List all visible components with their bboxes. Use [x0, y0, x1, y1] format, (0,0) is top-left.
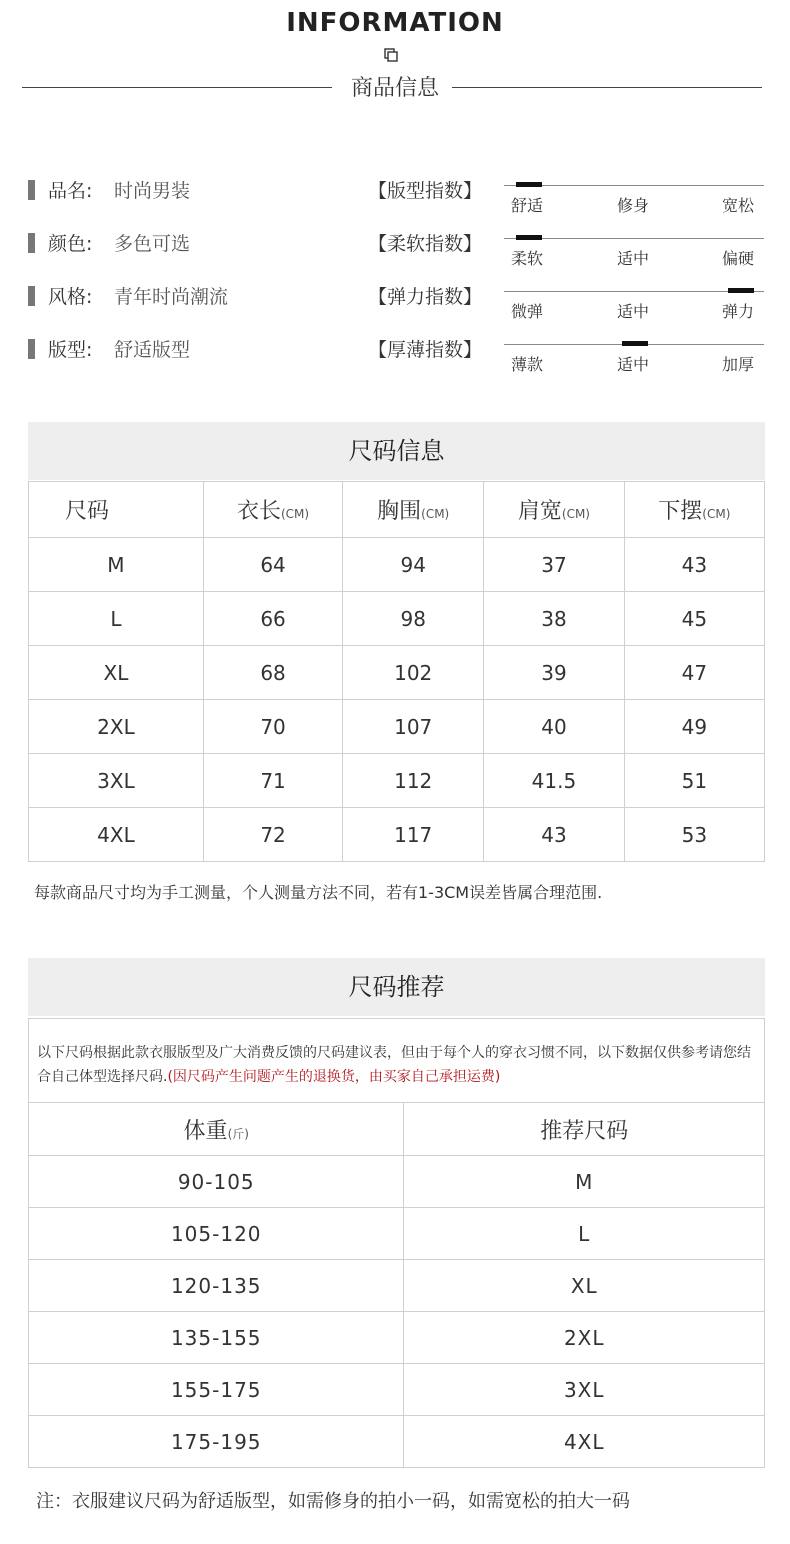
size-rec-table [28, 1102, 765, 1468]
size-rec-heading: 尺码推荐 [28, 958, 765, 1016]
index-name: 【弹力指数】 [368, 286, 483, 308]
table-cell: 38 [484, 592, 625, 646]
scale-label: 适中 [617, 249, 650, 268]
table-row [29, 592, 765, 646]
table-cell: 175-195 [29, 1416, 404, 1468]
header-unit: (CM) [702, 507, 731, 521]
table-cell: 90-105 [29, 1156, 404, 1208]
table-cell: 2XL [29, 700, 204, 754]
attribute-value: 青年时尚潮流 [114, 286, 229, 308]
scale-label: 薄款 [511, 355, 544, 374]
scale-label: 宽松 [722, 196, 755, 215]
header-label: 衣长 [236, 499, 281, 524]
table-cell: 120-135 [29, 1260, 404, 1312]
header-label: 尺码 [65, 499, 110, 524]
table-header-cell [404, 1103, 765, 1156]
attribute-value: 舒适版型 [114, 339, 191, 361]
scale-label: 舒适 [511, 196, 544, 215]
table-row [29, 646, 765, 700]
table-cell: M [29, 538, 204, 592]
header-label: 体重 [183, 1118, 228, 1144]
header-unit: (CM) [280, 507, 310, 521]
scale-label: 适中 [617, 355, 650, 374]
table-cell: 135-155 [29, 1312, 404, 1364]
table-row [29, 808, 765, 862]
table-cell: 72 [203, 808, 342, 862]
table-row [29, 1364, 765, 1416]
table-cell: XL [29, 646, 204, 700]
table-row [29, 1156, 765, 1208]
scale-line [504, 238, 764, 239]
scale-label: 微弹 [511, 302, 544, 321]
table-cell: 49 [624, 700, 764, 754]
table-cell: 105-120 [29, 1208, 404, 1260]
table-cell: L [29, 592, 204, 646]
table-header-cell [343, 482, 484, 538]
scale-label: 适中 [617, 302, 650, 321]
table-cell: 45 [624, 592, 764, 646]
attribute-key: 风格: [48, 286, 93, 308]
table-row [29, 1416, 765, 1468]
attribute-key: 品名: [48, 180, 93, 202]
table-cell: 102 [343, 646, 484, 700]
attribute-bullet [28, 233, 35, 253]
table-cell: 40 [484, 700, 625, 754]
table-row [29, 1208, 765, 1260]
page-title: INFORMATION [286, 8, 504, 38]
size-info-table [28, 481, 765, 862]
table-cell: 107 [343, 700, 484, 754]
table-header-row [29, 482, 765, 538]
table-header-cell [203, 482, 342, 538]
attribute-key: 颜色: [48, 233, 93, 255]
table-row [29, 1312, 765, 1364]
table-cell: 98 [343, 592, 484, 646]
attribute-value: 时尚男装 [114, 180, 191, 202]
index-name: 【柔软指数】 [368, 233, 483, 255]
table-cell: 41.5 [484, 754, 625, 808]
index-scale [504, 185, 764, 225]
header-label: 下摆 [658, 499, 703, 524]
table-row [29, 700, 765, 754]
header-label: 肩宽 [517, 499, 562, 524]
attribute-bullet [28, 339, 35, 359]
table-cell: 47 [624, 646, 764, 700]
scale-marker [516, 182, 542, 187]
table-header-cell [29, 482, 204, 538]
index-scale [504, 344, 764, 384]
scale-label: 偏硬 [722, 249, 755, 268]
table-cell: 4XL [29, 808, 204, 862]
attribute-bullet [28, 180, 35, 200]
scale-label: 修身 [617, 196, 650, 215]
table-cell: 39 [484, 646, 625, 700]
scale-marker [622, 341, 648, 346]
header-unit: (CM) [561, 507, 590, 521]
scale-marker [516, 235, 542, 240]
scale-line [504, 291, 764, 292]
table-cell: M [404, 1156, 765, 1208]
header-label: 胸围 [377, 499, 422, 524]
table-cell: 66 [203, 592, 342, 646]
index-scale [504, 291, 764, 331]
page-subtitle: 商品信息 [350, 76, 439, 101]
header-unit: (斤) [227, 1126, 249, 1141]
table-header-cell [29, 1103, 404, 1156]
size-rec-intro [28, 1018, 765, 1102]
header-label: 推荐尺码 [540, 1118, 629, 1144]
fit-note: 注：衣服建议尺码为舒适版型，如需修身的拍小一码，如需宽松的拍大一码 [36, 1491, 630, 1512]
scale-label: 柔软 [511, 249, 544, 268]
index-name: 【厚薄指数】 [368, 339, 483, 361]
scale-label: 加厚 [722, 355, 755, 374]
table-cell: 43 [624, 538, 764, 592]
table-cell: 2XL [404, 1312, 765, 1364]
table-cell: L [404, 1208, 765, 1260]
table-cell: 37 [484, 538, 625, 592]
header-unit: (CM) [421, 507, 450, 521]
attribute-bullet [28, 286, 35, 306]
attribute-value: 多色可选 [114, 233, 191, 255]
table-cell: 68 [203, 646, 342, 700]
index-name: 【版型指数】 [368, 180, 483, 202]
table-row [29, 754, 765, 808]
table-cell: 4XL [404, 1416, 765, 1468]
table-cell: 43 [484, 808, 625, 862]
table-cell: 53 [624, 808, 764, 862]
table-cell: 94 [343, 538, 484, 592]
table-cell: 64 [203, 538, 342, 592]
table-cell: 112 [343, 754, 484, 808]
table-cell: 71 [203, 754, 342, 808]
scale-label: 弹力 [722, 302, 755, 321]
table-row [29, 1260, 765, 1312]
index-scale [504, 238, 764, 278]
intro-text: 以下尺码根据此款衣服版型及广大消费反馈的尺码建议表，但由于每个人的穿衣习惯不同，以下数据仅供参考请您结合自己体型选择尺码. [37, 1045, 751, 1085]
attribute-key: 版型: [48, 339, 93, 361]
table-cell: 155-175 [29, 1364, 404, 1416]
scale-marker [728, 288, 754, 293]
table-cell: 3XL [29, 754, 204, 808]
table-cell: 51 [624, 754, 764, 808]
table-header-cell [624, 482, 764, 538]
table-header-row [29, 1103, 765, 1156]
table-row [29, 538, 765, 592]
table-cell: XL [404, 1260, 765, 1312]
size-info-heading: 尺码信息 [28, 422, 765, 480]
table-cell: 3XL [404, 1364, 765, 1416]
scale-line [504, 185, 764, 186]
squares-icon [384, 48, 398, 62]
measurement-note: 每款商品尺寸均为手工测量，个人测量方法不同，若有1-3CM误差皆属合理范围. [34, 883, 603, 902]
table-cell: 70 [203, 700, 342, 754]
table-header-cell [484, 482, 625, 538]
intro-warning: (因尺码产生问题产生的退换货，由买家自己承担运费) [167, 1069, 501, 1085]
table-cell: 117 [343, 808, 484, 862]
